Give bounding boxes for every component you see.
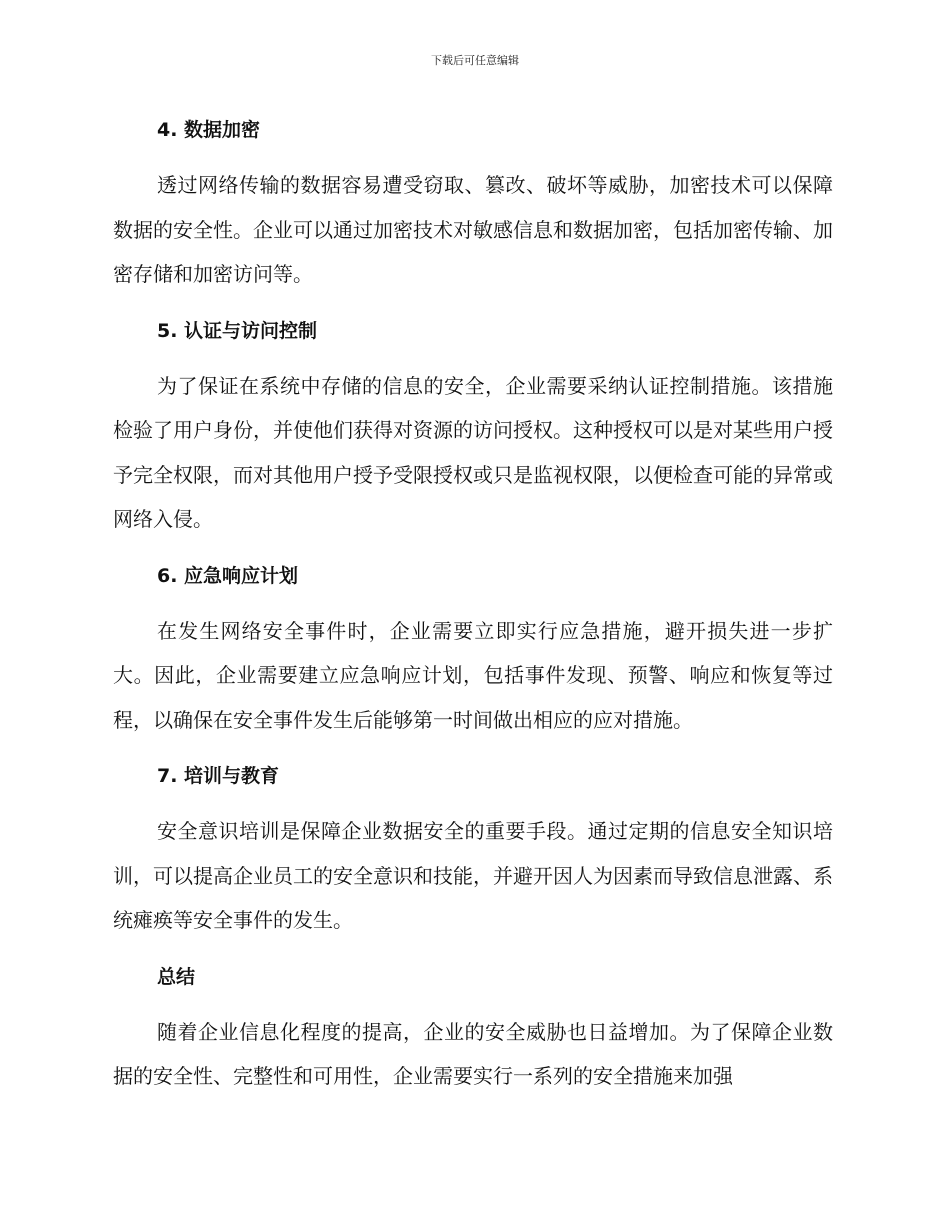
document-body <box>113 108 833 1111</box>
section-authentication-access-control <box>113 309 833 542</box>
section-heading: 总结 <box>157 965 196 988</box>
section-heading: 5. 认证与访问控制 <box>157 319 318 342</box>
page-header: 下载后可任意编辑 <box>431 54 519 67</box>
section-heading: 6. 应急响应计划 <box>157 564 299 587</box>
section-summary <box>113 955 833 1099</box>
section-training-education <box>113 754 833 943</box>
section-paragraph: 安全意识培训是保障企业数据安全的重要手段。通过定期的信息安全知识培训，可以提高企业员工的安全意识和技能，并避开因人为因素而导致信息泄露、系统瘫痪等安全事件的发生。 <box>113 819 833 932</box>
section-paragraph: 为了保证在系统中存储的信息的安全，企业需要采纳认证控制措施。该措施检验了用户身份，并使他们获得对资源的访问授权。这种授权可以是对某些用户授予完全权限，而对其他用户授予受限授权或只是监视权限，以便检查可能的异常或网络入侵。 <box>113 373 833 531</box>
section-data-encryption <box>113 108 833 297</box>
section-emergency-response <box>113 554 833 743</box>
section-heading: 7. 培训与教育 <box>157 765 280 787</box>
section-paragraph: 在发生网络安全事件时，企业需要立即实行应急措施，避开损失进一步扩大。因此，企业需要建立应急响应计划，包括事件发现、预警、响应和恢复等过程，以确保在安全事件发生后能够第一时间做出相应的应对措施。 <box>113 618 833 732</box>
section-paragraph: 透过网络传输的数据容易遭受窃取、篡改、破坏等威胁，加密技术可以保障数据的安全性。企业可以通过加密技术对敏感信息和数据加密，包括加密传输、加密存储和加密访问等。 <box>113 173 833 286</box>
section-heading: 4. 数据加密 <box>157 119 261 141</box>
section-paragraph: 随着企业信息化程度的提高，企业的安全威胁也日益增加。为了保障企业数据的安全性、完整性和可用性，企业需要实行一系列的安全措施来加强 <box>113 1019 833 1088</box>
